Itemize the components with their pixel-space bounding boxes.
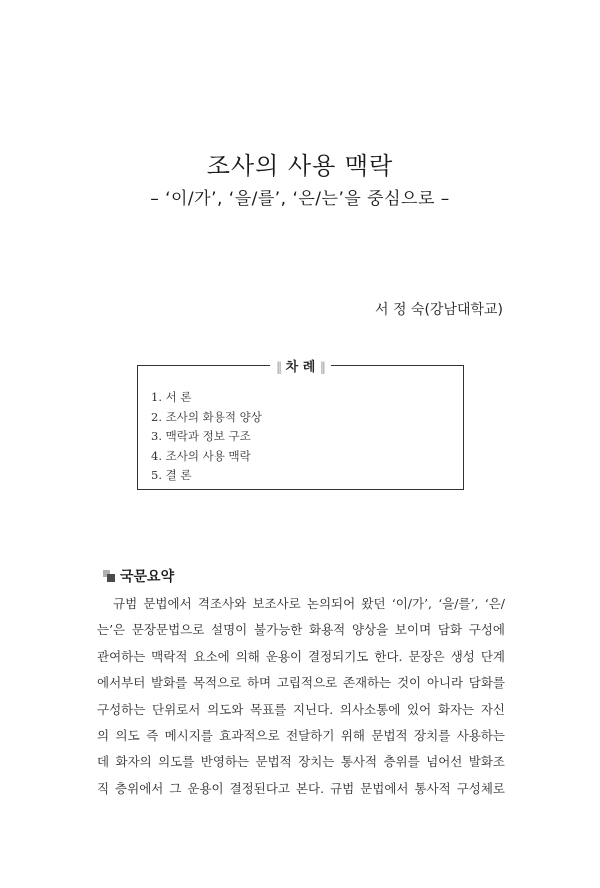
- abstract-line: 규범 문법에서 격조사와 보조사로 논의되어 왔던 ‘이/가’, ‘을/를’, ‘은/: [113, 596, 505, 611]
- abstract-line: 는’은 문장문법으로 설명이 불가능한 화용적 양상을 보이며 담화 구성에: [97, 622, 505, 638]
- toc-item: 4. 조사의 사용 맥락: [151, 448, 251, 463]
- toc-item: 3. 맥락과 정보 구조: [151, 429, 251, 443]
- two-squares-bullet-icon: [103, 570, 117, 583]
- abstract-body: [97, 591, 505, 802]
- toc-header: [138, 356, 463, 375]
- abstract-line: 관여하는 맥락적 요소에 의해 운용이 결정되기도 한다. 문장은 생성 단계: [97, 648, 505, 664]
- abstract-line: 의 의도 즉 메시지를 효과적으로 전달하기 위해 문법적 장치를 사용하는: [97, 727, 505, 743]
- abstract-line: 구성하는 단위로서 의도와 목표를 지닌다. 의사소통에 있어 화자는 자신: [97, 701, 505, 717]
- abstract-line: 데 화자의 의도를 반영하는 문법적 장치는 통사적 층위를 넘어선 발화조: [97, 754, 505, 770]
- toc-header-wrap: [270, 360, 331, 375]
- toc-item: 1. 서 론: [151, 390, 192, 404]
- toc-item: 2. 조사의 화용적 양상: [151, 409, 262, 424]
- table-of-contents-box: [137, 360, 464, 490]
- toc-left-bar-icon: ‖: [276, 360, 282, 374]
- toc-heading: 차 례: [285, 360, 316, 375]
- abstract-line: 에서부터 발화를 목적으로 하며 고립적으로 존재하는 것이 아니라 담화를: [97, 675, 505, 691]
- abstract-heading: 국문요약: [120, 569, 175, 585]
- toc-item: 5. 결 론: [151, 468, 192, 482]
- abstract-heading-row: [103, 566, 174, 586]
- toc-list: [151, 388, 262, 486]
- paper-subtitle: – ‘이/가’, ‘을/를’, ‘은/는’을 중심으로 –: [150, 189, 450, 209]
- toc-right-bar-icon: ‖: [319, 360, 325, 374]
- abstract-line: 직 층위에서 그 운용이 결정된다고 본다. 규범 문법에서 통사적 구성체로: [97, 780, 505, 796]
- author-affiliation: 서 정 숙(강남대학교): [374, 302, 503, 318]
- paper-title: 조사의 사용 맥락: [206, 152, 394, 180]
